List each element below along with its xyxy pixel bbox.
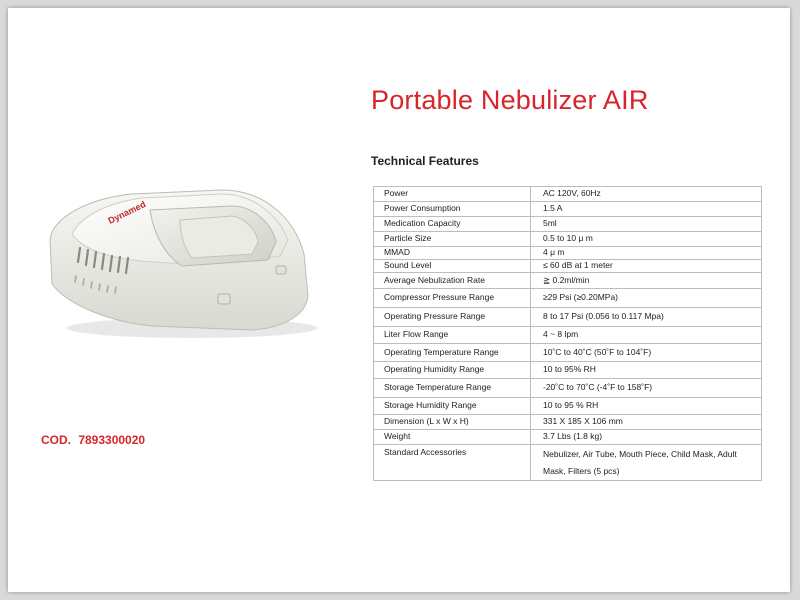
spec-label: Operating Temperature Range xyxy=(374,344,531,362)
spec-label: Sound Level xyxy=(374,260,531,273)
spec-label: Liter Flow Range xyxy=(374,327,531,344)
spec-label: Particle Size xyxy=(374,232,531,247)
table-row xyxy=(374,344,762,362)
table-row xyxy=(374,187,762,202)
table-row xyxy=(374,430,762,445)
table-row xyxy=(374,398,762,415)
table-row xyxy=(374,247,762,260)
table-row xyxy=(374,327,762,344)
product-code: COD. 7893300020 xyxy=(41,433,146,447)
table-row xyxy=(374,415,762,430)
spec-value: 3.7 Lbs (1.8 kg) xyxy=(531,430,762,445)
spec-label: Storage Temperature Range xyxy=(374,379,531,398)
spec-value: 0.5 to 10 μ m xyxy=(531,232,762,247)
page-title: Portable Nebulizer AIR xyxy=(371,85,649,115)
spec-label: Power xyxy=(374,187,531,202)
spec-value: 1.5 A xyxy=(531,202,762,217)
spec-label: Compressor Pressure Range xyxy=(374,289,531,308)
table-row xyxy=(374,260,762,273)
table-row xyxy=(374,217,762,232)
spec-value: 10˚C to 40˚C (50˚F to 104˚F) xyxy=(531,344,762,362)
spec-value: 10 to 95% RH xyxy=(531,362,762,379)
table-row xyxy=(374,445,762,481)
document-page xyxy=(8,8,790,592)
spec-value: 8 to 17 Psi (0.056 to 0.117 Mpa) xyxy=(531,308,762,327)
spec-label: Storage Humidity Range xyxy=(374,398,531,415)
spec-value: 10 to 95 % RH xyxy=(531,398,762,415)
spec-value: ≤ 60 dB at 1 meter xyxy=(531,260,762,273)
table-row xyxy=(374,232,762,247)
spec-value: -20˚C to 70˚C (-4˚F to 158˚F) xyxy=(531,379,762,398)
spec-value: ≧ 0.2ml/min xyxy=(531,273,762,289)
spec-label: Operating Humidity Range xyxy=(374,362,531,379)
spec-value: AC 120V, 60Hz xyxy=(531,187,762,202)
nebulizer-product-image xyxy=(32,176,332,346)
spec-value: Nebulizer, Air Tube, Mouth Piece, Child Mask, Adult Mask, Filters (5 pcs) xyxy=(531,445,762,481)
table-row xyxy=(374,379,762,398)
spec-value: 4 ~ 8 lpm xyxy=(531,327,762,344)
table-row xyxy=(374,362,762,379)
table-row xyxy=(374,273,762,289)
spec-label: Power Consumption xyxy=(374,202,531,217)
spec-value: ≥29 Psi (≥0.20MPa) xyxy=(531,289,762,308)
spec-value: 4 μ m xyxy=(531,247,762,260)
spec-value: 5ml xyxy=(531,217,762,232)
svg-text:Dynamed: Dynamed xyxy=(106,199,148,226)
spec-label: Average Nebulization Rate xyxy=(374,273,531,289)
spec-label: Operating Pressure Range xyxy=(374,308,531,327)
spec-label: MMAD xyxy=(374,247,531,260)
spec-label: Weight xyxy=(374,430,531,445)
table-row xyxy=(374,289,762,308)
table-row xyxy=(374,308,762,327)
technical-features-table xyxy=(373,186,762,481)
spec-label: Standard Accessories xyxy=(374,445,531,481)
spec-value: 331 X 185 X 106 mm xyxy=(531,415,762,430)
section-heading: Technical Features xyxy=(371,154,479,168)
table-row xyxy=(374,202,762,217)
spec-label: Dimension (L x W x H) xyxy=(374,415,531,430)
spec-label: Medication Capacity xyxy=(374,217,531,232)
